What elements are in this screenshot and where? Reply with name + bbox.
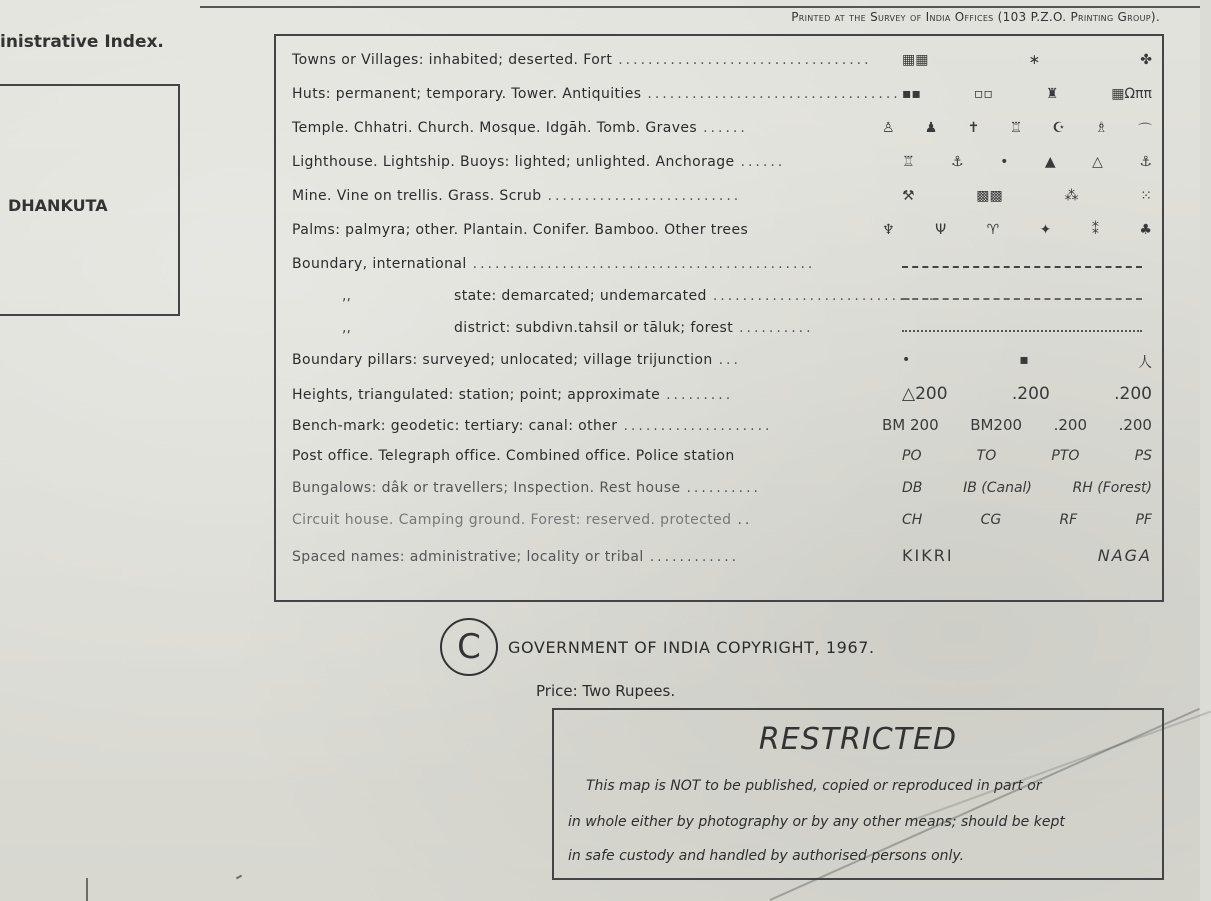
leader-dots: ..........................	[547, 188, 742, 204]
legend-row-post-office	[292, 448, 1152, 474]
leader-dots: ..........	[686, 480, 761, 496]
church-symbol: ✝	[967, 120, 980, 136]
legend-label: district: subdivn.tahsil or tāluk; forest	[454, 320, 734, 336]
legend-symbols	[882, 120, 1152, 140]
map-legend	[274, 34, 1164, 602]
lighthouse-symbol: ♖	[902, 154, 915, 170]
pillar-unlocated-symbol: ▪	[1019, 352, 1029, 368]
height-station-symbol: △200	[902, 384, 948, 404]
legend-label: state: demarcated; undemarcated	[454, 288, 707, 304]
sheet-top-border	[200, 0, 1200, 8]
tribal-name-symbol: NAGA	[1097, 546, 1152, 565]
bm-tertiary-symbol: BM200	[970, 416, 1023, 434]
pillar-surveyed-symbol: •	[902, 352, 911, 368]
bm-geodetic-symbol: BM 200	[882, 416, 939, 434]
legend-row-boundary-international	[292, 256, 1152, 282]
legend-row-mine	[292, 188, 1152, 214]
legend-label: Circuit house. Camping ground. Forest: reserved. protected	[292, 512, 732, 528]
dak-bungalow-symbol: DB	[902, 480, 923, 496]
leader-dots: ..	[737, 512, 753, 528]
telegraph-office-symbol: TO	[976, 448, 997, 464]
legend-row-circuit-house	[292, 512, 1152, 538]
restricted-line-2: in whole either by photography or by any other means; should be kept	[568, 814, 1065, 830]
legend-symbols	[902, 352, 1152, 372]
temple-symbol: ♙	[882, 120, 895, 136]
restricted-notice-box	[552, 708, 1164, 880]
leader-dots: .........	[666, 387, 734, 403]
leader-dots: ............	[649, 549, 740, 565]
legend-row-temple	[292, 120, 1152, 146]
village-trijunction-symbol: 人	[1137, 355, 1152, 371]
leader-dots: ....................	[623, 418, 773, 434]
village-inhabited-symbol: ▦▦	[902, 52, 929, 68]
legend-label: Palms: palmyra; other. Plantain. Conifer. Bamboo. Other trees	[292, 222, 749, 238]
circuit-house-symbol: CH	[902, 512, 923, 528]
tomb-symbol: ♗	[1095, 120, 1108, 136]
other-palm-symbol: Ψ	[935, 222, 947, 238]
vine-symbol: ▩▩	[976, 188, 1003, 204]
legend-symbols	[902, 258, 1152, 268]
grass-symbol: ⁂	[1064, 188, 1079, 204]
state-boundary-symbol	[902, 298, 1142, 300]
price-label: Price: Two Rupees.	[536, 682, 676, 700]
district-label: DHANKUTA	[8, 196, 108, 215]
height-point-symbol: .200	[1011, 384, 1050, 404]
antiquities-symbol: ▦Ωππ	[1111, 86, 1152, 102]
graves-symbol: ⌒	[1137, 123, 1152, 139]
lightship-symbol: ⚓	[951, 154, 964, 170]
legend-row-spaced-names	[292, 546, 1152, 572]
legend-label: Temple. Chhatri. Church. Mosque. Idgāh. Tomb. Graves	[292, 120, 698, 136]
leader-dots: ..............................................	[472, 256, 816, 272]
administrative-index-title: inistrative Index.	[0, 32, 164, 52]
reserved-forest-symbol: RF	[1059, 512, 1078, 528]
protected-forest-symbol: PF	[1135, 512, 1152, 528]
copyright-icon: C	[440, 618, 498, 676]
leader-dots: ..........	[739, 320, 814, 336]
police-station-symbol: PS	[1134, 448, 1152, 464]
legend-label: Boundary pillars: surveyed; unlocated; village trijunction	[292, 352, 713, 368]
chhatri-symbol: ♟	[924, 120, 938, 136]
plantain-symbol: ♈	[986, 222, 1000, 238]
leader-dots: ..................................	[647, 86, 901, 102]
legend-row-boundary-pillars	[292, 352, 1152, 378]
camping-ground-symbol: CG	[980, 512, 1002, 528]
legend-symbols	[902, 86, 1152, 102]
legend-row-boundary-district	[292, 320, 1152, 346]
legend-symbols	[882, 222, 1152, 238]
legend-row-lighthouse	[292, 154, 1152, 180]
restricted-line-3: in safe custody and handled by authorised persons only.	[568, 848, 965, 864]
leader-dots: ..............................	[712, 288, 937, 304]
legend-label: Mine. Vine on trellis. Grass. Scrub	[292, 188, 542, 204]
leader-dots: ...	[718, 352, 741, 368]
legend-row-bungalows	[292, 480, 1152, 506]
leader-dots: ..................................	[618, 52, 872, 68]
legend-row-bench-mark	[292, 416, 1152, 442]
printed-at-note: Printed at the Survey of India Offices (103 P.Z.O. Printing Group).	[791, 10, 1160, 24]
legend-symbols	[902, 322, 1152, 332]
legend-label: Towns or Villages: inhabited; deserted. Fort	[292, 52, 613, 68]
legend-row-heights	[292, 384, 1152, 410]
leader-dots: ......	[703, 120, 748, 136]
tower-symbol: ♜	[1045, 86, 1059, 102]
legend-row-palms	[292, 222, 1152, 248]
legend-symbols	[902, 154, 1152, 170]
legend-label: Bench-mark: geodetic: tertiary: canal: other	[292, 418, 618, 434]
legend-symbols	[902, 480, 1152, 496]
legend-label: Heights, triangulated: station; point; approximate	[292, 387, 661, 403]
legend-symbols	[902, 384, 1152, 404]
bm-canal-symbol: .200	[1053, 416, 1088, 434]
legend-symbols	[902, 448, 1152, 464]
combined-office-symbol: PTO	[1051, 448, 1080, 464]
scrub-symbol: ⁙	[1140, 188, 1152, 204]
legend-symbols	[902, 290, 1152, 300]
ink-mark	[86, 878, 88, 901]
legend-symbols	[902, 546, 1152, 565]
legend-row-boundary-state	[292, 288, 1152, 314]
hut-permanent-symbol: ▪▪	[902, 86, 921, 102]
restricted-title: RESTRICTED	[758, 722, 958, 757]
legend-label: Bungalows: dâk or travellers; Inspection. Rest house	[292, 480, 681, 496]
legend-label: Post office. Telegraph office. Combined office. Police station	[292, 448, 735, 464]
legend-symbols	[902, 52, 1152, 68]
legend-symbols	[902, 512, 1152, 528]
buoy-unlighted-symbol: △	[1092, 154, 1103, 170]
copyright-text: GOVERNMENT OF INDIA COPYRIGHT, 1967.	[508, 637, 875, 657]
buoy-dot-symbol: •	[1000, 154, 1009, 170]
mine-symbol: ⚒	[902, 188, 915, 204]
village-deserted-symbol: ∗	[1028, 52, 1041, 68]
district-boundary-symbol	[902, 330, 1142, 332]
legend-symbols	[882, 416, 1152, 434]
legend-label: Lighthouse. Lightship. Buoys: lighted; unlighted. Anchorage	[292, 154, 735, 170]
hut-temporary-symbol: ▫▫	[973, 86, 993, 102]
ditto-mark: ,,	[342, 320, 351, 336]
legend-label: Boundary, international	[292, 256, 467, 272]
rest-house-symbol: RH (Forest)	[1072, 480, 1152, 496]
restricted-line-1: This map is NOT to be published, copied or reproduced in part or	[586, 778, 1042, 794]
ink-mark	[236, 875, 242, 880]
bm-other-symbol: .200	[1118, 416, 1152, 434]
post-office-symbol: PO	[902, 448, 922, 464]
palmyra-symbol: ♆	[882, 222, 895, 238]
copyright-notice	[440, 618, 875, 676]
idgah-symbol: ☪	[1052, 120, 1065, 136]
administrative-name-symbol: KIKRI	[902, 546, 954, 565]
legend-row-huts	[292, 86, 1152, 112]
fort-symbol: ✤	[1140, 52, 1152, 68]
international-boundary-symbol	[902, 266, 1142, 268]
bamboo-symbol: ⁑	[1091, 222, 1099, 238]
mosque-symbol: ♖	[1009, 120, 1023, 136]
legend-label: Spaced names: administrative; locality or tribal	[292, 549, 644, 565]
buoy-lighted-symbol: ▲	[1044, 154, 1056, 170]
anchorage-symbol: ⚓	[1139, 154, 1152, 170]
other-trees-symbol: ♣	[1139, 222, 1152, 238]
conifer-symbol: ✦	[1039, 222, 1052, 238]
height-approximate-symbol: .200	[1114, 384, 1152, 404]
ditto-mark: ,,	[342, 288, 351, 304]
legend-label: Huts: permanent; temporary. Tower. Antiquities	[292, 86, 642, 102]
legend-row-towns	[292, 52, 1152, 78]
legend-symbols	[902, 188, 1152, 204]
inspection-bungalow-symbol: IB (Canal)	[963, 480, 1032, 496]
leader-dots: ......	[740, 154, 786, 170]
